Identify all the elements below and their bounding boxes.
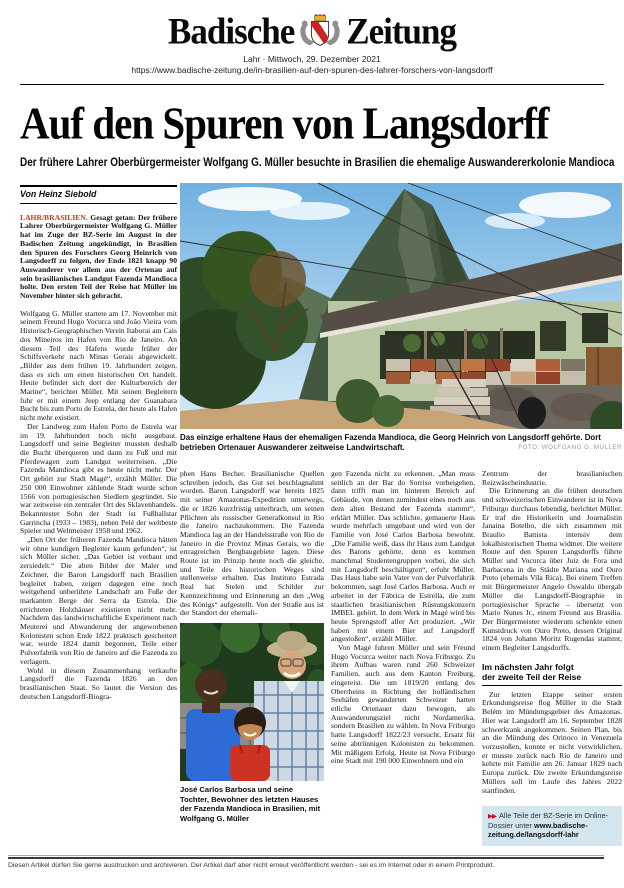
- lead-location: LAHR/BRASILIEN.: [20, 212, 88, 222]
- byline: Von Heinz Siebold: [20, 189, 97, 199]
- paragraph: Zur letzten Etappe seiner ersten Erkundungsreise flog Müller in die Stadt Belém im Mündungsgebiet des Amazonas. Hier war Langsdorff am 16. September 1828 schwerkrank angekommen. Seinen Plan, bis an die Mündung des Orinoco in Venezuela vorzustoßen, konnte er nicht verwirklichen, er musste zurück nach Rio de Janeiro und kehrte mit Familie am 26. Januar 1829 nach Europa zurück. Die zweite Erkundungsreise Müllers soll im Laufe des Jahres 2022 stattfinden.: [482, 689, 622, 795]
- subhead: Der frühere Lahrer Oberbürgermeister Wolfgang G. Müller besuchte in Brasilien die ehemalige Auswandererkolonie Mandioca: [20, 155, 615, 169]
- paragraph: Die Erinnerung an die frühen deutschen und schweizerischen Einwanderer ist in Nova Friburgo durchaus lebendig, berichtet Müller. Er traf die Historikerin und Journalistin Janaina Botelho, die sich zusammen mit Braulio Battista intensiv dem lokalhistorischen Thema widmet. Die weitere Route auf den Spuren Langsdorffs führte Müller und Vocurca über Juiz de Fora und Barbacena in die Städte Mariana und Ouro Preto (ehemals Vila Rica). Bei einem Treffen mit Bürgermeister Angelo Oswaldo übergab Müller die Langsdorff-Biographie in portugiesischer Sprache – übersetzt von Mario Nunes Jr., einem Freund aus Brasilia. Der Bürgermeister wiederum schenkte einen Kunstdruck von Ouro Preto, dessen Original 1824 von Johann Moritz Rugendas stammt, einem Begleiter Langsdorffs.: [482, 486, 622, 653]
- article-column-1: [20, 185, 177, 837]
- article-column-3: [331, 470, 475, 852]
- section-subheading-line2: der zweite Teil der Reise: [482, 671, 582, 682]
- infobox-link[interactable]: www.badische-zeitung.de/langsdorff-lahr: [488, 821, 588, 840]
- brand-right: Zeitung: [346, 11, 456, 52]
- photo-barbosa-family: [180, 623, 324, 781]
- headline: Auf den Spuren von Langsdorff: [20, 97, 549, 149]
- bz-crest-icon: [299, 14, 341, 50]
- online-dossier-infobox: [482, 806, 622, 846]
- section-subheading-line1: Im nächsten Jahr folgt: [482, 661, 574, 672]
- photo1-caption-block: [180, 433, 622, 453]
- header-divider: [20, 84, 604, 85]
- subhead-wrap: [20, 155, 615, 169]
- masthead: [0, 12, 624, 75]
- paragraph: phen Hans Becher. Brasilianische Quellen schreiben jedoch, das Gut sei beschlagnahmt worden. Baron Langsdorff war bereits 1825 mit seiner Amazonas-Expedition unterwegs, die er 1826 kurzfristig unterbrach, um seinen Pflichten als russischer Generalkonsul in Rio die Janeiro nachzukommen. Die Fazenda Mandioca lag an der Handelsstraße von Rio de Janeiro in die Provinz Minas Gerais, wo die ertragreichen Bergbaugebiete lagen. Diese Route ist im Prinzip heute noch die gleiche, und Teile des historischen Weges sind stellenweise erhalten. Das Instituto Estrada Real hat Stelen und Schilder zur Kennzeichnung und Erinnerung an den „Weg des Königs“ aufgestellt. Von der Straße aus ist der Standort der ehemali-: [180, 470, 324, 618]
- photo2-caption: José Carlos Barbosa und seine Tochter, Bewohner des letzten Hauses der Fazenda Mandioca in Brasilien, mit Wolfgang G. Müller: [180, 784, 321, 823]
- dossier-arrows-icon: ▶▶: [488, 813, 496, 820]
- footer-copyright-notice: Diesen Artikel dürfen Sie gerne ausdrucken und archivieren. Der Artikel darf aber nicht erneut veröffentlicht werden - sei es im Internet oder in einem Printprodukt.: [8, 862, 495, 869]
- byline-block: [20, 185, 177, 204]
- paragraph: Wohl in diesem Zusammenhang verkaufte Langsdorff die Fazenda 1826 an den brasilianischen Staat. So lautet die Version des deutschen Langsdorff-Biogra-: [20, 665, 177, 701]
- paragraph: Von Magé fuhren Müller und sein Freund Hugo Vocurca weiter nach Nova Friburgo. Zu ihrem Aufbau waren rund 260 Schweizer Familien, auch aus dem Kanton Freiburg, eingereist. Die um 1819/20 entlang des Oberrheins in Richtung der holländischen Seehäfen gewanderten Schweizer hatten etliche Ortenauer dazu bewogen, als Auswanderungsziel nicht Nordamerika, sondern Brasilien zu wählen. In Nova Friburgo hatte Langsdorff 1822/23 versucht, Ersatz für seine abtrünnigen Kolonisten zu bekommen. Mit mäßigem Erfolg. Heute ist Nova Friburgo eine Stadt mit 190 000 Einwohnern und ein: [331, 643, 475, 766]
- footer-divider: [8, 855, 604, 859]
- paragraph: „Den Ort der früheren Fazenda Mandioca hätten wir ohne kundigen Begleiter kaum gefunden“, ist sich Müller sicher. „Das Gebiet ist verbaut und zersiedelt.“ Die alten Bilder der Maler und Zeichner, die Baron Langsdorff nach Brasilien begleitet haben, zeigen dagegen eine noch weitgehend unberührte Landschaft am Fuße der markanten Berge der Serra da Estrela. Die errichteten Holzhäuser existieren nicht mehr. Nachdem das landwirtschaftliche Experiment nach Meuterei und Abwanderung der angeworbenen Kolonisten schon Ende 1822 praktisch gescheitert war, wurde 1824 damit begonnen, Teile einer Pulverfabrik von Rio de Janeiro auf die Fazenda zu verlagern.: [20, 535, 177, 666]
- section-subheading: [482, 662, 622, 682]
- lead-text: Gesagt getan: Der frühere Lahrer Oberbürgermeister Wolfgang G. Müller hat im Zuge der BZ-Serie im August in der Badischen Zeitung angekündigt, in Brasilien den Spuren des Forschers Georg Heinrich von Langsdorff zu folgen, der Ende 1821 knapp 90 Auswanderer vor allem aus der Ortenau auf sein brasilianisches Landgut Fazenda Mandioca holte. Den ersten Teil der Reise hat Müller im November hinter sich gebracht.: [20, 212, 177, 301]
- brand-row: [0, 12, 624, 52]
- photo1-caption: Das einzige erhaltene Haus der ehemaligen Fazenda Mandioca, die Georg Heinrich von Langsdorff gehörte. Dort betrieben Ortenauer Auswanderer zeitweise Landwirtschaft.: [180, 433, 601, 452]
- photo1-credit: FOTO: WOLFGANG G. MÜLLER: [518, 444, 622, 451]
- infobox-text: Alle Teile der BZ-Serie im Online-Dossier unter: [488, 811, 609, 831]
- paragraph: Wolfgang G. Müller startete am 17. November mit seinem Freund Hugo Vocurca und João Vieira vom Historisch-Geographischen Verein Itaborai am Cais dos Mineiros im Hafen von Rio de Janeiro. An diesem Teil des Hafens wurde früher der Schiffsverkehr nach Minas Gerais abgewickelt. „Bilder aus dem frühen 19. Jahrhundert zeigen, dass es sich um einen historischen Ort handelt. Heute befindet sich dort der Kulturbereich der Marine“, berichtet Müller. Mit seinen Begleitern fuhr er mit einem Jeep entlang der Guanabara Bucht bis zum Porto de Estrela, der heute als Hafen nicht mehr existiert.: [20, 308, 177, 423]
- brand-left: Badische: [168, 11, 295, 52]
- dateline: Lahr · Mittwoch, 29. Dezember 2021: [243, 54, 381, 64]
- article-column-4: [482, 470, 622, 804]
- photo-fazenda-house: [180, 183, 622, 429]
- paragraph: gen Fazenda nicht zu erkennen. „Man muss seitlich an der Bar do Sorriso vorbeigehen, dann trifft man im hinteren Bereich auf Gebäude, von denen zumindest eines noch aus dem alten Bestand der Fazenda stammt“, erklärt Müller. Das schlichte, gemauerte Haus wurde mehrfach umgebaut und wird von der Familie von José Carlos Barbosa bewohnt. „Die Familie weiß, dass ihr Haus zum Landgut des Barons gehörte, denn es kommen manchmal Studentengruppen vorbei, die sich mit Langsdorff beschäftigten“, erfuhr Müller. Das Haus habe sein Vater von der Pulverfabrik bekommen, sagt José Carlos Barbosa. Auch er arbeitet in der Fábrica de Estrella, die zum staatlichen brasilianischen Rüstungskonzern IMBEL gehört. In dem Werk in Magé wird bis heute Sprengstoff aller Art produziert. „Wir haben mit einem Bier auf Langsdorff angestoßen“, erzählt Müller.: [331, 470, 475, 644]
- article-url[interactable]: https://www.badische-zeitung.de/in-brasilien-auf-den-spuren-des-lahrer-forschers-von-langsdorff: [131, 65, 493, 75]
- lead-paragraph: [20, 214, 177, 301]
- section-subheading-rule: [482, 685, 622, 686]
- paragraph: Der Landweg zum Hafen Porto de Estrela war im 19. Jahrhundert noch nicht ausgebaut. Langsdorff und seine Begleiter mussten deshalb die Bucht überqueren und dann zu Fuß und mit Pferdewagen zum Landgut weiterreisen. „Die Fazenda Mandioca gibt es heute nicht mehr. Der Ort gehört zur Stadt Magé“, erzählt Müller. Die 250 000 Einwohner zählende Stadt wurde schon 1566 von portugiesischen Siedlern gegründet. Sie war zeitweise ein zentraler Ort des Sklavenhandels. Bekanntester Sohn der Stadt ist Fußballstar Garrincha (1933 – 1983), neben Pelé der weltbeste Spieler und Weltmeister 1958 und 1962.: [20, 421, 177, 536]
- paragraph: Zentrum der brasilianischen Reizwäscheindustrie.: [482, 470, 622, 487]
- article-column-2: [180, 470, 324, 852]
